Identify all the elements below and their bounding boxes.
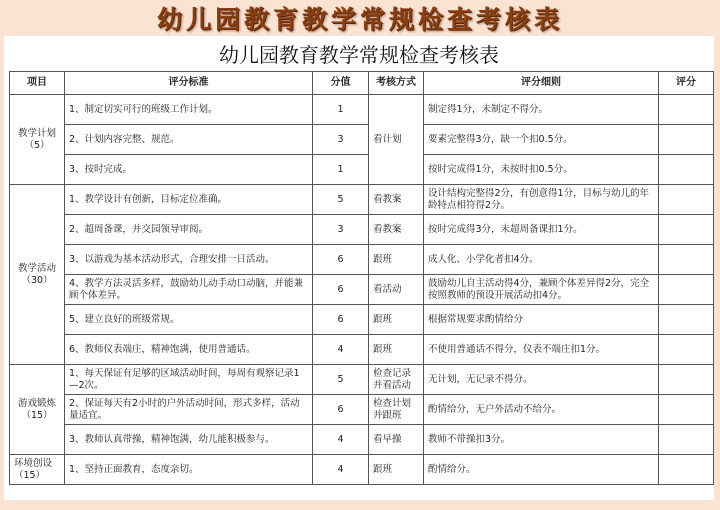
header-points: 分值 [313, 72, 369, 95]
document-title: 幼儿园教育教学常规检查考核表 [219, 43, 499, 67]
table-row [10, 185, 714, 215]
banner [0, 0, 720, 36]
criteria-cell: 酌情给分，无户外活动不给分。 [424, 395, 659, 425]
points-cell: 6 [313, 245, 369, 275]
method-cell: 跟班 [369, 305, 424, 335]
score-cell[interactable] [659, 335, 714, 365]
banner-title: 幼儿园教育教学常规检查考核表 [156, 5, 563, 34]
method-cell: 看活动 [369, 275, 424, 305]
category-name: 环境创设 [14, 457, 53, 469]
method-cell: 检查计划并跟班 [369, 395, 424, 425]
standard-cell: 2、超周备课，并交园领导审阅。 [65, 215, 313, 245]
standard-cell: 1、坚持正面教育，态度亲切。 [65, 455, 313, 485]
method-cell: 跟班 [369, 335, 424, 365]
criteria-cell: 按时完成得1分，未按时扣0.5分。 [424, 155, 659, 185]
score-cell[interactable] [659, 215, 714, 245]
table-row [10, 395, 714, 425]
table-row [10, 95, 714, 125]
category-cell [10, 95, 65, 185]
points-cell: 5 [313, 365, 369, 395]
points-cell: 1 [313, 95, 369, 125]
table-row [10, 305, 714, 335]
points-cell: 4 [313, 455, 369, 485]
category-cell [10, 185, 65, 365]
points-cell: 5 [313, 185, 369, 215]
points-cell: 6 [313, 395, 369, 425]
header-criteria: 评分细则 [424, 72, 659, 95]
category-name: 教学计划 [17, 127, 56, 139]
table-row [10, 155, 714, 185]
category-name: 游戏锻炼 [17, 397, 56, 409]
points-cell: 3 [313, 125, 369, 155]
score-cell[interactable] [659, 275, 714, 305]
points-cell: 4 [313, 425, 369, 455]
method-cell: 跟班 [369, 455, 424, 485]
table-header-row [10, 72, 714, 95]
method-cell: 看计划 [369, 95, 424, 185]
table-row [10, 365, 714, 395]
points-cell: 1 [313, 155, 369, 185]
score-cell[interactable] [659, 455, 714, 485]
category-score: （30） [21, 274, 53, 286]
points-cell: 3 [313, 215, 369, 245]
score-cell[interactable] [659, 95, 714, 125]
table-row [10, 125, 714, 155]
header-method: 考核方式 [369, 72, 424, 95]
category-score: （5） [24, 139, 50, 151]
criteria-cell: 教师不带操扣3分。 [424, 425, 659, 455]
points-cell: 4 [313, 335, 369, 365]
score-cell[interactable] [659, 245, 714, 275]
score-cell[interactable] [659, 155, 714, 185]
score-cell[interactable] [659, 305, 714, 335]
method-cell: 检查记录并看活动 [369, 365, 424, 395]
category-cell [10, 365, 65, 455]
standard-cell: 3、按时完成。 [65, 155, 313, 185]
score-cell[interactable] [659, 125, 714, 155]
criteria-cell: 按时完成得3分，未超周备课扣1分。 [424, 215, 659, 245]
category-score: （15） [21, 409, 53, 421]
document-panel [4, 36, 714, 500]
table-row [10, 215, 714, 245]
standard-cell: 5、建立良好的班级常规。 [65, 305, 313, 335]
table-row [10, 455, 714, 485]
standard-cell: 3、教师认真带操，精神饱满，幼儿能积极参与。 [65, 425, 313, 455]
standard-cell: 1、教学设计有创新，目标定位准确。 [65, 185, 313, 215]
criteria-cell: 鼓励幼儿自主活动得4分，兼顾个体差异得2分，完全按照教师的预设开展活动扣4分。 [424, 275, 659, 305]
score-cell[interactable] [659, 425, 714, 455]
standard-cell: 2、计划内容完整、规范。 [65, 125, 313, 155]
method-cell: 看教案 [369, 185, 424, 215]
criteria-cell: 根据常规要求酌情给分 [424, 305, 659, 335]
standard-cell: 2、保证每天有2小时的户外活动时间，形式多样，活动量适宜。 [65, 395, 313, 425]
category-score: （15） [14, 469, 46, 481]
header-score: 评分 [659, 72, 714, 95]
standard-cell: 1、制定切实可行的班级工作计划。 [65, 95, 313, 125]
criteria-cell: 无计划，无记录不得分。 [424, 365, 659, 395]
standard-cell: 4、教学方法灵活多样，鼓励幼儿动手动口动脑，并能兼顾个体差异。 [65, 275, 313, 305]
score-cell[interactable] [659, 395, 714, 425]
method-cell: 跟班 [369, 245, 424, 275]
standard-cell: 3、以游戏为基本活动形式，合理安排一日活动。 [65, 245, 313, 275]
standard-cell: 1、每天保证有足够的区域活动时间，每周有观察记录1—2次。 [65, 365, 313, 395]
standard-cell: 6、教师仪表端庄，精神饱满，使用普通话。 [65, 335, 313, 365]
points-cell: 6 [313, 305, 369, 335]
method-cell: 看早操 [369, 425, 424, 455]
method-cell: 看教案 [369, 215, 424, 245]
criteria-cell: 要素完整得3分，缺一个扣0.5分。 [424, 125, 659, 155]
table-row [10, 425, 714, 455]
points-cell: 6 [313, 275, 369, 305]
criteria-cell: 成人化、小学化者扣4分。 [424, 245, 659, 275]
score-cell[interactable] [659, 185, 714, 215]
criteria-cell: 设计结构完整得2分，有创意得1分，目标与幼儿的年龄特点相符得2分。 [424, 185, 659, 215]
score-cell[interactable] [659, 365, 714, 395]
category-cell [10, 455, 65, 485]
category-name: 教学活动 [17, 262, 56, 274]
table-row [10, 335, 714, 365]
table-row [10, 275, 714, 305]
criteria-cell: 酌情给分。 [424, 455, 659, 485]
header-category: 项目 [10, 72, 65, 95]
criteria-cell: 不使用普通话不得分，仪表不端庄扣1分。 [424, 335, 659, 365]
assessment-table [9, 71, 714, 485]
header-standard: 评分标准 [65, 72, 313, 95]
criteria-cell: 制定得1分，未制定不得分。 [424, 95, 659, 125]
table-row [10, 245, 714, 275]
